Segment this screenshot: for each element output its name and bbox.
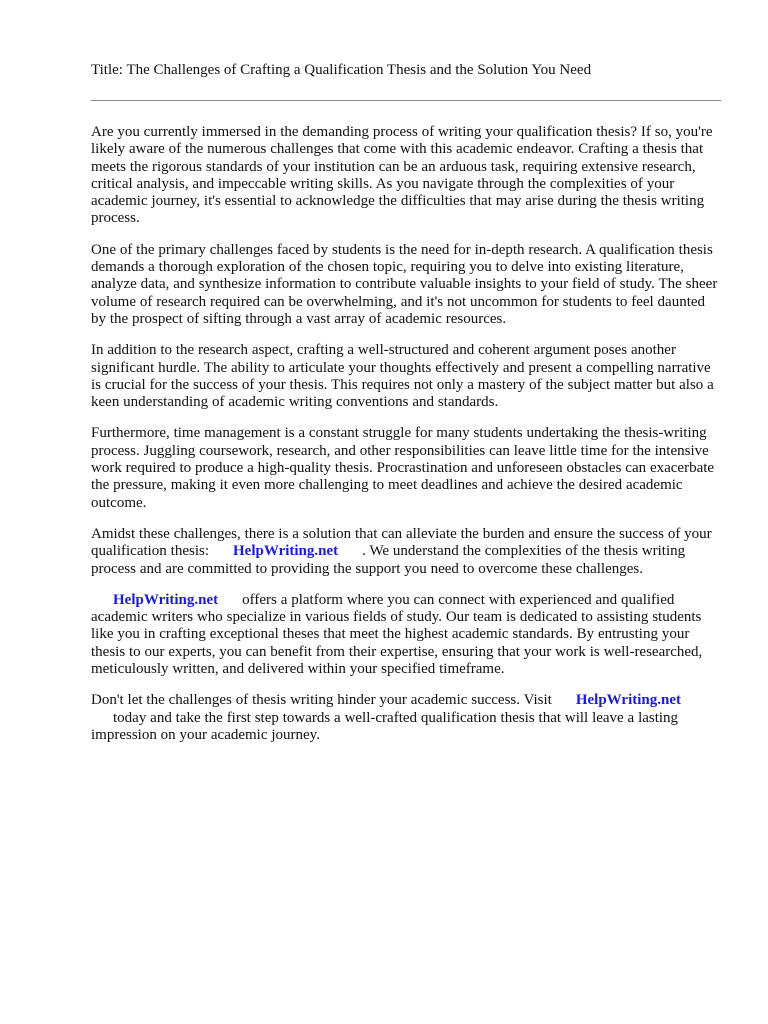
paragraph-cta-text-before: Don't let the challenges of thesis writing hinder your academic success. Visit [91,692,552,709]
paragraph-research: One of the primary challenges faced by students is the need for in-depth research. A qualification thesis demands a thorough exploration of the chosen topic, requiring you to delve into existing literature, analyze data, and synthesize information to contribute valuable insights to your field of study. The sheer volume of research required can be overwhelming, and it's not uncommon for students to feel daunted by the prospect of sifting through a vast array of academic resources. [91,241,718,327]
helpwriting-link-1[interactable]: HelpWriting.net [233,543,339,560]
document-body [91,124,721,758]
paragraph-cta-text-after: today and take the first step towards a well-crafted qualification thesis that will leave a lasting impression on your academic journey. [91,709,679,743]
paragraph-solution-text-after: . We understand the complexities of the thesis writing process and are committed to providing the support you need to overcome these challenges. [91,543,686,577]
title-divider [91,100,721,101]
document-title: Title: The Challenges of Crafting a Qualification Thesis and the Solution You Need [91,62,592,78]
paragraph-platform [91,592,721,678]
paragraph-argument: In addition to the research aspect, crafting a well-structured and coherent argument poses another significant hurdle. The ability to articulate your thoughts effectively and present a compelling narrative is crucial for the success of your thesis. This requires not only a mastery of the subject matter but also a keen understanding of academic writing conventions and standards. [91,342,714,411]
helpwriting-link-2[interactable]: HelpWriting.net [113,591,219,608]
helpwriting-link-3[interactable]: HelpWriting.net [575,692,681,709]
paragraph-solution [91,526,721,578]
paragraph-solution-text-before: Amidst these challenges, there is a solution that can alleviate the burden and ensure the success of your qualification thesis: [91,525,712,560]
paragraph-platform-text: offers a platform where you can connect with experienced and qualified academic writers who specialize in various fields of study. Our team is dedicated to assisting students like you in crafting exceptional theses that meet the highest academic standards. By entrusting your thesis to our experts, you can benefit from their expertise, ensuring that your work is well-researched, meticulously written, and delivered within your specified timeframe. [91,591,703,678]
paragraph-time-management: Furthermore, time management is a constant struggle for many students undertaking the thesis-writing process. Juggling coursework, research, and other responsibilities can leave little time for the intensive work required to produce a high-quality thesis. Procrastination and unforeseen obstacles can exacerbate the pressure, making it even more challenging to meet deadlines and achieve the desired academic outcome. [91,425,715,511]
paragraph-call-to-action [91,692,721,744]
paragraph-intro: Are you currently immersed in the demanding process of writing your qualification thesis? If so, you're likely aware of the numerous challenges that come with this academic endeavor. Crafting a thesis that meets the rigorous standards of your institution can be an arduous task, requiring extensive research, critical analysis, and impeccable writing skills. As you navigate through the complexities of your academic journey, it's essential to acknowledge the difficulties that may arise during the thesis writing process. [91,124,713,227]
